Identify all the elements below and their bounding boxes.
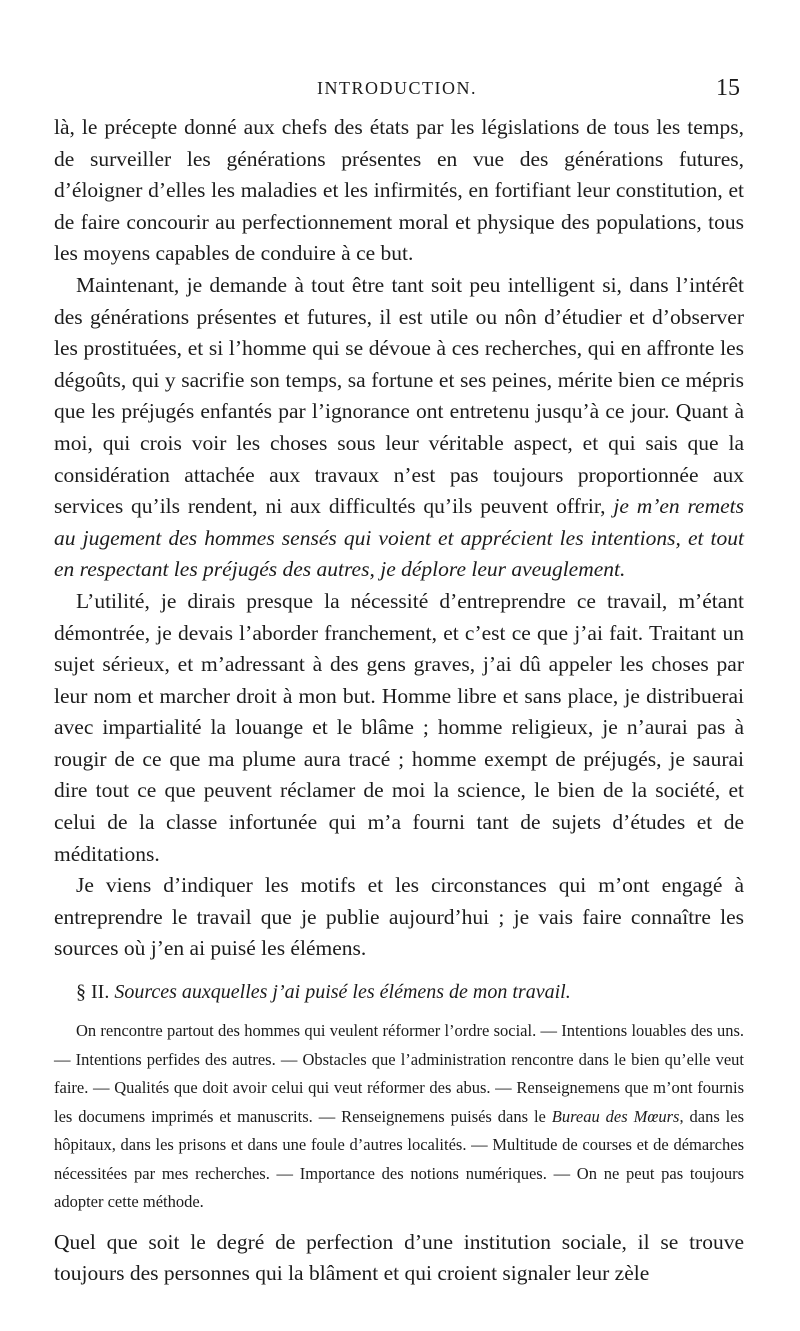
section-summary: [54, 1017, 744, 1217]
summary-part-1: On rencontre partout des hommes qui veulent réformer l’ordre social. — Intentions louables des uns. — Intentions perfides des autres. — Obstacles que l’administration rencontre dans le bien qu’elle veut faire. — Qualités que doit avoir celui qui veut réformer des abus. — Renseignemens que m’ont fournis les documens imprimés et manuscrits. — Renseignemens puisés dans le: [54, 1021, 744, 1126]
section-number: § II.: [76, 981, 110, 1004]
paragraph-2: [54, 270, 744, 586]
summary-text: [54, 1017, 744, 1217]
paragraph-2-text: Maintenant, je demande à tout être tant soit peu intelligent si, dans l’intérêt des générations présentes et futures, il est utile ou nôn d’étudier et d’observer les prostituées, et si l’homme qui se dévoue à ces recherches, qui en affronte les dégoûts, qui y sacrifie son temps, sa fortune et ses peines, mérite bien ce mépris que les préjugés enfantés par l’ignorance ont entretenu jusqu’à ce jour. Quant à moi, qui crois voir les choses sous leur véritable aspect, et qui sais que la considération attachée aux travaux n’est pas toujours proportionnée aux services qu’ils rendent, ni aux difficultés qu’ils peuvent offrir,: [54, 272, 744, 519]
summary-italic: Bureau des Mœurs: [551, 1106, 680, 1126]
running-header: [54, 75, 740, 108]
running-title: INTRODUCTION.: [317, 78, 477, 98]
summary-part-2: , dans les hôpitaux, dans les prisons et dans une foule d’autres localités. — Multitude de courses et de démarches nécessitées par mes recherches. — Importance des notions numériques. — On ne peut pas toujours adopter cette méthode.: [54, 1106, 744, 1212]
paragraph-2-italic: je m’en remets au jugement des hommes sensés qui voient et apprécient les intentions, et tout en respectant les préjugés des autres, je déplore leur aveuglement.: [54, 494, 744, 582]
paragraph-5: Quel que soit le degré de perfection d’une institution sociale, il se trouve toujours des personnes qui la blâment et qui croient signaler leur zèle: [54, 1229, 744, 1286]
page-body: [54, 112, 744, 1290]
page-number: 15: [716, 75, 740, 101]
paragraph-4: Je viens d’indiquer les motifs et les circonstances qui m’ont engagé à entreprendre le travail que je publie aujourd’hui ; je vais faire connaître les sources où j’en ai puisé les élémens.: [54, 873, 744, 961]
section-heading: [76, 977, 744, 1007]
paragraph-3: L’utilité, je dirais presque la nécessité d’entreprendre ce travail, m’étant démontrée, je devais l’aborder franchement, et c’est ce que j’ai fait. Traitant un sujet sérieux, et m’adressant à des gens graves, j’ai dû appeler les choses par leur nom et marcher droit à mon but. Homme libre et sans place, je distribuerai avec impartialité la louange et le blâme ; homme religieux, je n’aurai pas à rougir de ce que ma plume aura tracé ; homme exempt de préjugés, je saurai dire tout ce que peuvent réclamer de moi la science, le bien de la société, et celui de la classe infortunée qui m’a fourni tant de sujets d’études et de méditations.: [54, 588, 744, 866]
paragraph-1: là, le précepte donné aux chefs des états par les législations de tous les temps, de surveiller les générations présentes en vue des générations futures, d’éloigner d’elles les maladies et les infirmités, en fortifiant leur constitution, et de faire concourir au perfectionnement moral et physique des populations, tous les moyens capables de conduire à ce but.: [54, 115, 744, 266]
section-title: Sources auxquelles j’ai puisé les élémens de mon travail.: [114, 981, 571, 1004]
